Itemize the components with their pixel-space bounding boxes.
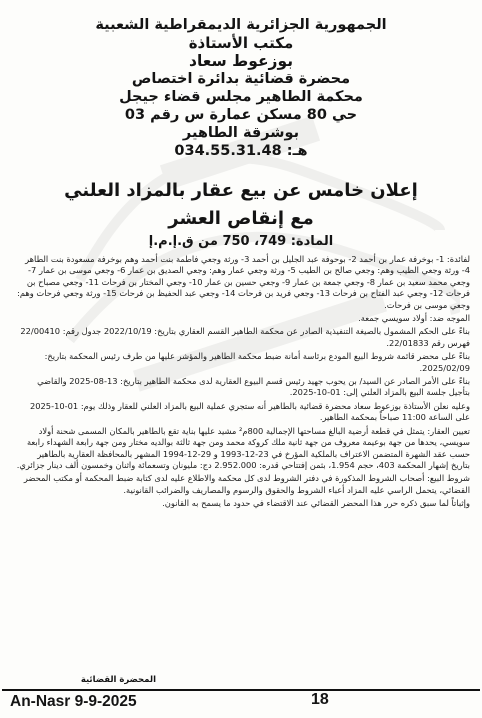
bailiff-jurisdiction: محضرة قضائية بدائرة اختصاص bbox=[131, 71, 351, 87]
notice-title: إعلان خامس عن بيع عقار بالمزاد العلني bbox=[64, 180, 418, 201]
bailiff-office-header bbox=[0, 16, 482, 160]
footer-divider bbox=[2, 689, 480, 691]
office-city: بوشرقة الطاهير bbox=[182, 125, 300, 141]
sale-conditions-paragraph: شروط البيع: أصحاب الشروط المذكورة في دفتر الشروط لدى كل محكمة والاطلاع عليه لدى كتابة ضبط المحكمة أو مكتب المحضر القضائي، يتحمل الراسي عليه المزاد أعباء الشروط والحقوق والرسوم والمصاريف والضرائب القانونية. bbox=[23, 473, 470, 495]
bailiff-signature: المحضرة القضائية bbox=[80, 675, 156, 685]
postponement-order-paragraph: بناءً على الأمر الصادر عن السيد/ بن يحوب جهيد رئيس قسم البيوع العقارية لدى محكمة الطاهير بتاريخ: 13-08-2025 والقاضي بتأجيل جلسة البيع بالمزاد العلني إلى: 01-10-2025. bbox=[37, 376, 470, 398]
beneficiaries-paragraph: لفائدة: 1- بوخرفة عمار بن أحمد 2- بوحوفة عبد الجليل بن أحمد 3- ورثة وجعي فاطمة بنت أحمد وهم بوخرفة مسعودة بنت الطاهر 4- ورثة وجعي الطيب وهم: وجعي صالح بن الطيب 5- ورثة وجعي عمار وهم: وجعي الصديق بن عمار 6- وجعي موسى بن عمار 7- وجعي محمد سعيد بن عمار 8- وجعي جمعة بن عمار 9- وجعي حسين بن عمار 10- وجعي المختار بن فرحات 11- وجعي مصباح بن فرحات 12- وجعي عبد الفتاح بن فرحات 13- وجعي فريد بن فرحات 14- وجعي عبد الحفيظ بن فرحات 15- ورثة وجعي فرحات وهم: وجعي موسى بن فرحات. bbox=[17, 254, 470, 310]
notice-subtitle: مع إنقاص العشر bbox=[168, 208, 314, 229]
closing-paragraph: وإثباتاً لما سبق ذكره حرر هذا المحضر القضائي عند الاقتضاء في حدود ما يسمح به القانون. bbox=[162, 498, 470, 509]
legal-article: المادة: 749، 750 من ق.إ.م.إ bbox=[148, 234, 334, 249]
office-label: مكتب الأستاذة bbox=[188, 34, 294, 52]
republic-name: الجمهورية الجزائرية الديمقراطية الشعبية bbox=[95, 17, 387, 33]
sale-announcement-paragraph: وعليه نعلن الأستاذة بوزعوط سعاد محضرة قضائية بالطاهير أنه ستجري عملية البيع بالمزاد العلني للعقار وذلك يوم: 01-10-2025 على الساعة 11:00 صباحاً بمحكمة الطاهير. bbox=[29, 400, 470, 423]
conditions-record-paragraph: بناءً على محضر قائمة شروط البيع المودع برئاسة أمانة ضبط محكمة الطاهير والمؤشر عليها من طرف رئيس المحكمة بتاريخ: 2025/02/09. bbox=[44, 351, 470, 373]
publication-date: An-Nasr 9-9-2025 bbox=[10, 693, 137, 710]
judgment-paragraph: بناءً على الحكم المشمول بالصيغة التنفيذية الصادر عن محكمة الطاهير القسم العقاري بتاريخ: 2022/10/19 جدول رقم: 22/00410 فهرس رقم 22/01833. bbox=[20, 326, 470, 348]
notice-body bbox=[16, 254, 470, 512]
page-number: 18 bbox=[311, 691, 329, 708]
court-name: محكمة الطاهير مجلس قضاء جيجل bbox=[119, 89, 363, 105]
office-address: حي 80 مسكن عمارة س رقم 03 bbox=[124, 107, 358, 123]
defendant-paragraph: الموجه ضد: أولاد سويسي جمعة. bbox=[358, 313, 470, 324]
office-phone: هـ: 034.55.31.48 bbox=[174, 143, 308, 159]
property-description-paragraph: تعيين العقار: يتمثل في قطعة أرضية البالغ مساحتها الإجمالية 800م² مشيد عليها بناية تقع بالطاهير بالمكان المسمى شحنة أولاد سويسي، يحدها من جهة بوعيمة معروف من جهة ثانية ملك كروكة محمد ومن جهة ثالثة بوالديه مختار ومن جهة رابعة الشهداء رابعة حسب عقد الشهرة المتضمن الاعتراف بالملكية المؤرخ في 23-12-1993 و 29-12-1994 المشهر بالمحافظة العقارية بالطاهير بتاريخ إشهار المحكمة 403، حجم 1.954، بثمن إفتتاحي قدره: 2.952.000 دج: مليونان وتسعمائة واثنان وخمسون ألف دينار جزائري. bbox=[16, 425, 470, 470]
bailiff-name: بوزعوط سعاد bbox=[188, 52, 294, 70]
